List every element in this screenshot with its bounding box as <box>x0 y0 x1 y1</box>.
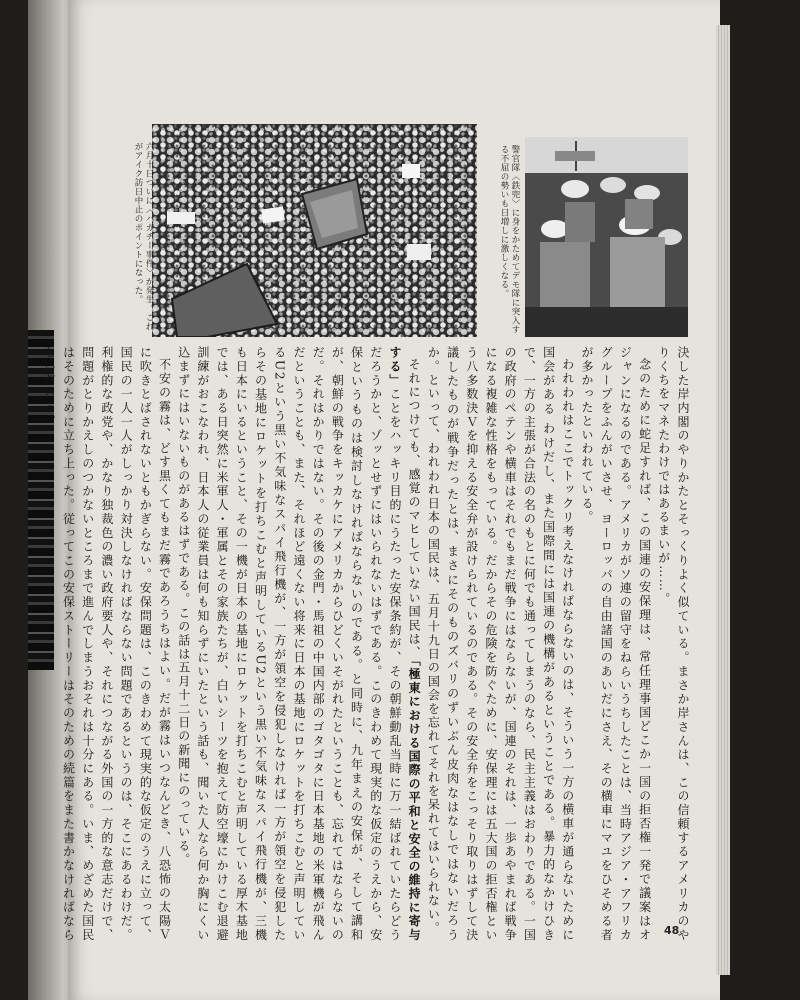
police-photo-caption: 警官隊〈鉄兜〉に身をかためてデモ隊に突入する不屈の勢いも日増しに激しくなる。 <box>499 145 520 334</box>
crowd-photo-caption: 六月十日ついに〈ハガチー事件〉が発生。これがアイク訪日中止のポイントになった。 <box>133 142 154 331</box>
paragraph: 念のために蛇足すれば、この国連の安保理は、常任理事国どこか一国の拒否権一発で議案はオジャンになるのである。アメリカがソ連の留守をねらいうちしたことは、当時アジア・アフリカグループをふんがいさせ、ヨーロッパの自由諸国のあいだにさえ、その横車にマユをひそめる者が多かったといわれている。 <box>579 346 652 942</box>
paragraph-rest: ことをハッキリ目的にうたった安保条約が、その朝鮮動乱当時に万一結ばれていたらどうだろうかと、ゾッとせずにはいられないはずである。このきわめて現実的な仮定のうえから、安保というものは検討しなければならないのである。と同時に、九年まえの安保が、そして講和が、朝鮮の戦争をキッカケにアメリカからひどくいそがれたということも、忘れてはならないのだ。それはかりではない。その後の金門・馬祖の中国内部のゴタゴタに日本基地の米軍機が飛んだということも、また、それほど遠くない将来に日本の基地にロケットを打ちこむと声明しているU2という黒い不気味なスパイ飛行機が、一方が領空を侵犯しなければ一方が領空を侵犯したらその基地にロケットを打ちこむと声明しているU2という黒い不気味なスパイ飛行機が、三機も日本にいるということ、その一機が日本の基地にロケットを打ちこむと声明している厚木基地では、ある日突然に米軍人・軍属とその家族たちが、白いシーツを抱えて防空壕にかけこむ退避訓練がおこなわれ、日本人の従業員は何も知らずにいたという話も、聞いた人なら何か胸にくい込まずにはいないものがあるはずである。この話は五月十二日の新聞にのっている。 <box>176 346 402 942</box>
paragraph: 決した岸内閣のやりかたとそっくりよく似ている。まさか岸さんは、この信頼するアメリカのやりくちをマネたわけではあるまいが……。 <box>656 346 690 942</box>
page-number: 48 <box>664 924 680 937</box>
riot-police-photo <box>525 137 688 337</box>
crowd-demonstration-photo <box>152 124 477 337</box>
article-body <box>42 346 692 942</box>
page-stack-edges <box>716 25 730 975</box>
paragraph-lead: それにつけても、感覚のマヒしていない国民は、 <box>407 358 422 660</box>
emphasized-quote: 「極東における国際の平和と安全の維持に寄与する」 <box>387 346 422 942</box>
paragraph: 不安の霧は、どす黒くてもまだ霧であろうちはよい。だが霧はいつなんどき、八恐怖の太陽Ｖに吹きとばされないともかぎらない。安保問題は、このきわめて現実的な仮定のうえに立って、国民の一人一人がしっかり対決しなければならない問題であるというのは、そこにあるわけだ。利権的な政党や、かなり独裁色の濃い政府要人や、それにつながる外国の一方的な意志だけで、問題がとりかえしのつかないところまで進んでしまうおそれは十分にある。いま、めざめた国民はそのために立ち上った。従ってこの安保ストーリーはそのための続篇をまた書かなければならないだろう。 <box>42 346 172 942</box>
paragraph: われわれはここでトックリ考えなければならないのは、そういう一方の横車が通らないために国会がある わけだし、また国際間には国連の機構があるということである。暴力的なかけひきで、一方の主張が合法の名のもとに何でも通ってしまうのなら、民主主義はおわりである。一国の政府のペテンや横車はそれでもまだ戦争にはならないが、国連のそれは、一歩あやまれば戦争になる複雑な性格をもっている。だからその危険を防ぐために、安保理には五大国の拒否権という八多数決Ｖを抑える安全弁が設けられているのである。その安全弁をこっそり取りはずして決議したものが戦争だったとは、まさにそのものズバリのずいぶん皮肉なはなしではないだろうか。といって、われわれ日本の国民は、五月十九日の国会を忘れてそれを呆れてはいられない。 <box>426 346 575 942</box>
paragraph <box>174 346 424 942</box>
